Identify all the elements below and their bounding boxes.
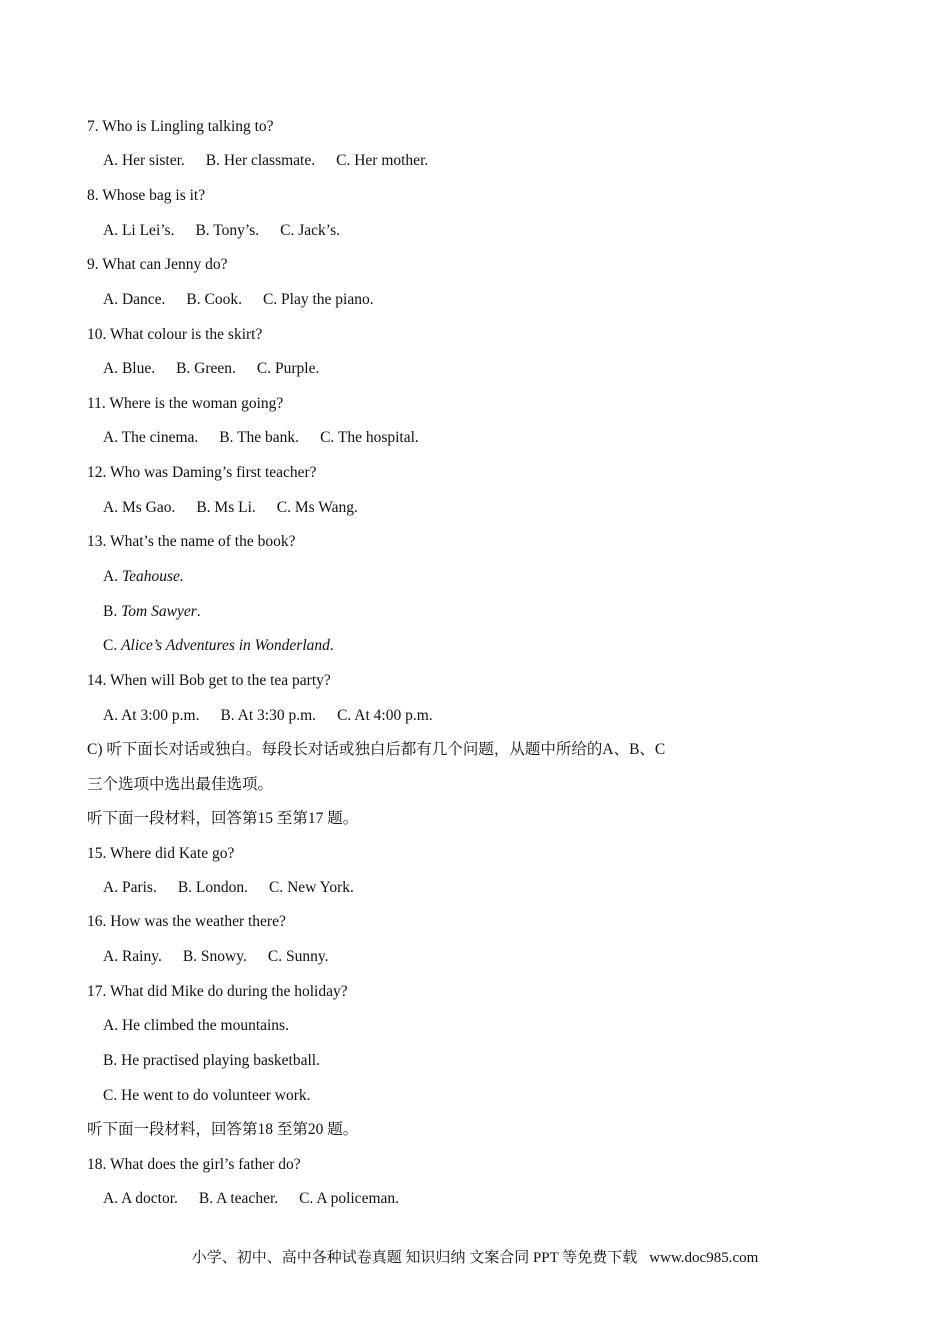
question-15-options [103,878,354,898]
option-a: A. Her sister. [103,152,185,169]
question-12: 12. Who was Daming’s first teacher? [87,464,317,481]
option-b: B. At 3:30 p.m. [220,707,317,724]
question-9: 9. What can Jenny do? [87,256,228,273]
question-17-option-a: A. He climbed the mountains. [103,1017,289,1034]
question-8-options [103,221,340,241]
question-18: 18. What does the girl’s father do? [87,1156,301,1173]
question-16: 16. How was the weather there? [87,913,286,930]
question-13-option-a: A. Teahouse. [103,568,184,585]
page-footer [0,1246,950,1267]
footer-website-link[interactable]: www.doc985.com [649,1250,759,1266]
option-b: B. Snowy. [182,948,247,965]
option-b: B. Ms Li. [196,499,256,516]
section-c-instruction: C) 听下面长对话或独白。每段长对话或独白后都有几个问题，从题中所给的A、B、C [87,741,666,758]
option-a: A. At 3:00 p.m. [103,707,200,724]
question-14: 14. When will Bob get to the tea party? [87,672,331,689]
option-b: B. Cook. [186,291,242,308]
option-b: B. Green. [176,360,236,377]
question-9-options [103,290,374,310]
question-8: 8. Whose bag is it? [87,187,206,204]
option-a: A. Paris. [103,879,157,896]
question-17-option-b: B. He practised playing basketball. [103,1052,320,1069]
question-14-options [103,706,433,726]
question-17-option-c: C. He went to do volunteer work. [103,1087,311,1104]
question-13-option-b: B. Tom Sawyer. [103,603,201,620]
option-b: B. Her classmate. [205,152,316,169]
option-a: A. Li Lei’s. [103,222,175,239]
question-17: 17. What did Mike do during the holiday? [87,983,348,1000]
option-c: C. Her mother. [336,152,429,169]
option-a: A. A doctor. [103,1190,178,1207]
option-a: A. Ms Gao. [103,499,176,516]
question-15: 15. Where did Kate go? [87,845,235,862]
option-c: C. A policeman. [299,1190,400,1207]
question-12-options [103,498,358,518]
book-title: Teahouse. [121,568,184,585]
question-16-options [103,947,328,967]
option-b: B. The bank. [219,429,300,446]
option-c: C. Purple. [256,360,320,377]
footer-text: 小学、初中、高中各种试卷真题 知识归纳 文案合同 PPT 等免费下载 [191,1250,638,1266]
option-c: C. The hospital. [320,429,419,446]
section-c-instruction-cont: 三个选项中选出最佳选项。 [87,776,274,793]
book-title: Alice’s Adventures in Wonderland [121,637,330,654]
option-c: C. At 4:00 p.m. [337,707,433,724]
question-7: 7. Who is Lingling talking to? [87,118,274,135]
option-c: C. Play the piano. [262,291,374,308]
option-a: A. Rainy. [103,948,162,965]
question-10-options [103,359,319,379]
option-b: B. Tony’s. [195,222,260,239]
option-a: A. Dance. [103,291,166,308]
question-7-options [103,151,428,171]
question-11-options [103,428,419,448]
option-a: A. The cinema. [103,429,199,446]
question-10: 10. What colour is the skirt? [87,326,263,343]
question-13: 13. What’s the name of the book? [87,533,296,550]
option-b: B. London. [177,879,249,896]
question-13-option-c: C. Alice’s Adventures in Wonderland. [103,637,334,654]
option-c: C. New York. [269,879,354,896]
question-18-options [103,1189,399,1209]
passage-2-instruction: 听下面一段材料，回答第18 至第20 题。 [87,1121,359,1138]
option-c: C. Sunny. [267,948,329,965]
option-a: A. Blue. [103,360,156,377]
option-c: C. Jack’s. [280,222,340,239]
option-b: B. A teacher. [198,1190,279,1207]
option-c: C. Ms Wang. [276,499,358,516]
book-title: Tom Sawyer [121,603,197,620]
question-11: 11. Where is the woman going? [87,395,284,412]
passage-1-instruction: 听下面一段材料，回答第15 至第17 题。 [87,810,359,827]
